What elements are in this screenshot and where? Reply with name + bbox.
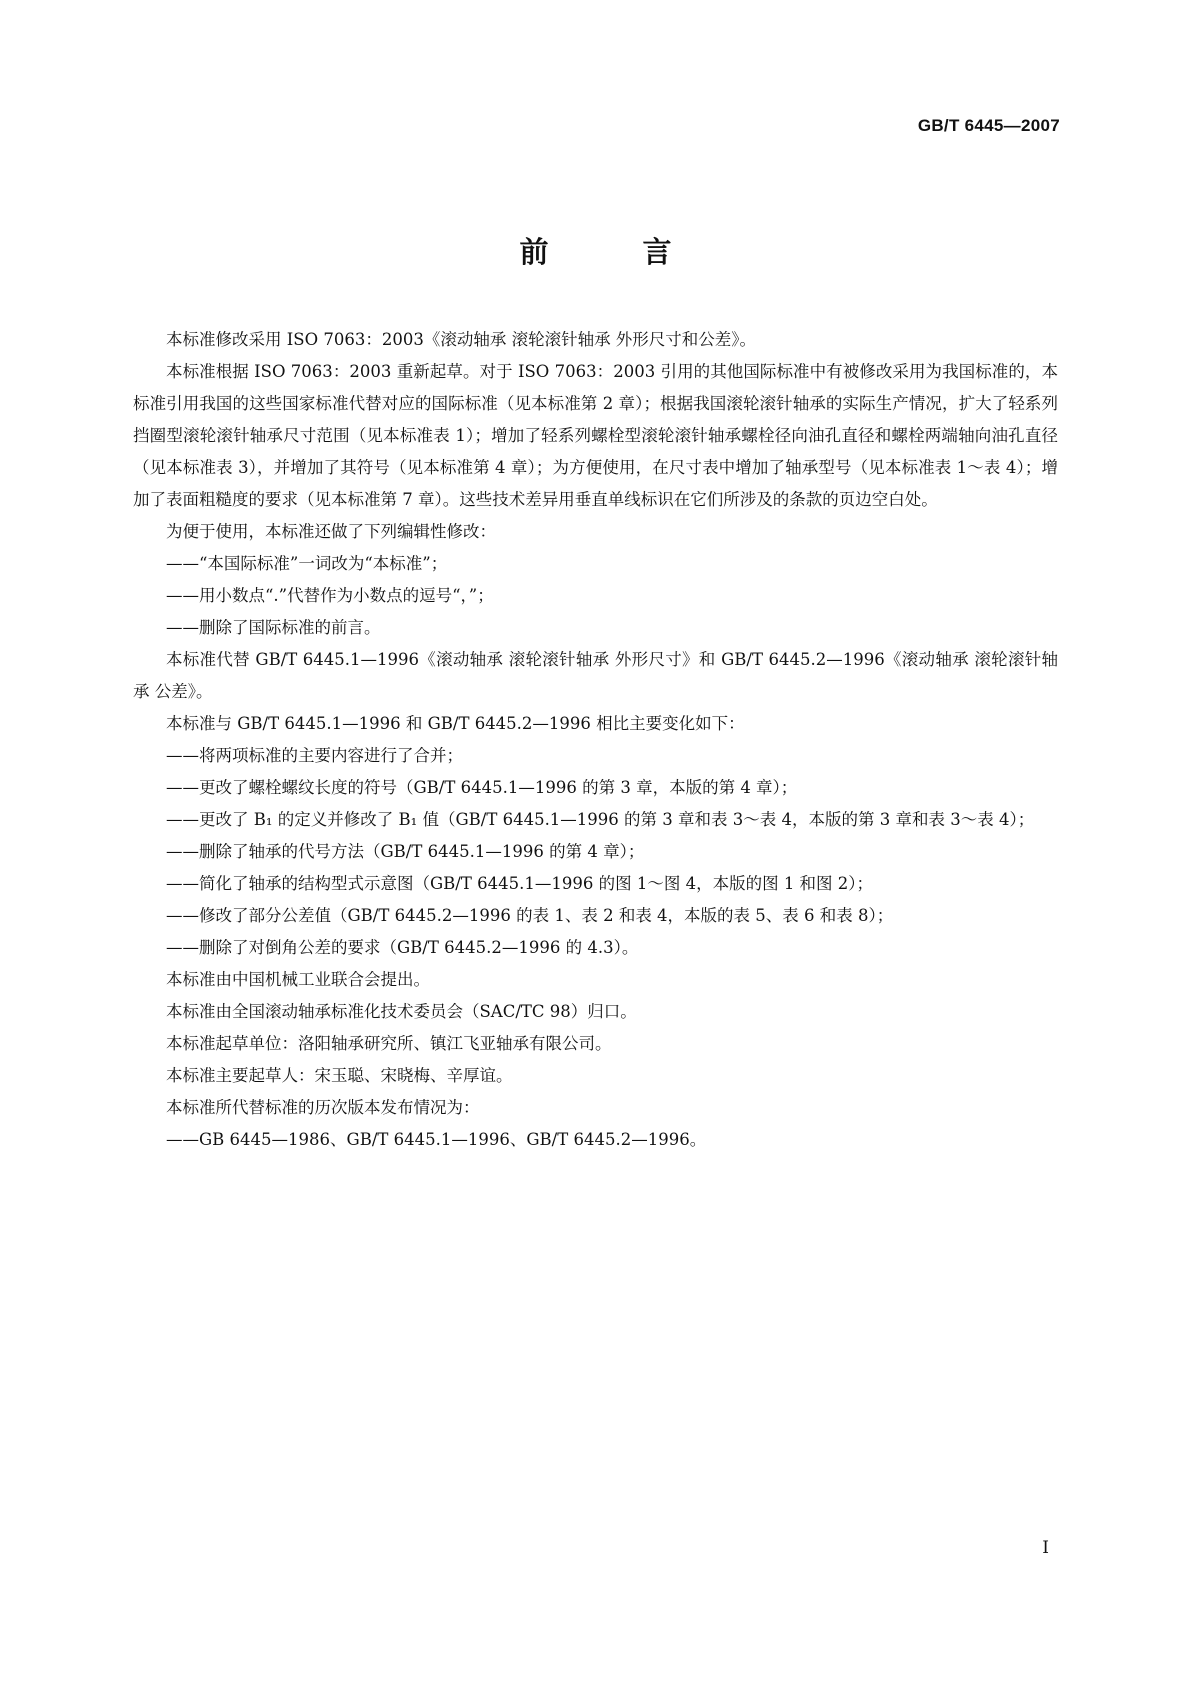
list-item: ——用小数点“.”代替作为小数点的逗号“，”； bbox=[166, 586, 494, 605]
paragraph-drafting-units: 本标准起草单位：洛阳轴承研究所、镇江飞亚轴承有限公司。 bbox=[166, 1034, 612, 1053]
list-item: ——简化了轴承的结构型式示意图（GB/T 6445.1—1996 的图 1～图 4，本版的图 1 和图 2）； bbox=[166, 874, 874, 893]
list-item: ——GB 6445—1986、GB/T 6445.1—1996、GB/T 6445.2—1996。 bbox=[166, 1130, 707, 1149]
paragraph-adoption: 本标准修改采用 ISO 7063：2003《滚动轴承 滚轮滚针轴承 外形尺寸和公差》。 bbox=[166, 330, 757, 349]
paragraph-proposer: 本标准由中国机械工业联合会提出。 bbox=[166, 970, 430, 989]
paragraph-history-intro: 本标准所代替标准的历次版本发布情况为： bbox=[166, 1098, 480, 1117]
paragraph-changes-intro: 本标准与 GB/T 6445.1—1996 和 GB/T 6445.2—1996 相比主要变化如下： bbox=[166, 714, 745, 733]
document-body bbox=[133, 324, 1058, 1156]
paragraph-committee: 本标准由全国滚动轴承标准化技术委员会（SAC/TC 98）归口。 bbox=[166, 1002, 637, 1021]
list-item: ——“本国际标准”一词改为“本标准”； bbox=[166, 554, 448, 573]
list-item: ——删除了轴承的代号方法（GB/T 6445.1—1996 的第 4 章）； bbox=[166, 842, 645, 861]
page-title: 前 言 bbox=[519, 235, 714, 269]
list-item: ——删除了对倒角公差的要求（GB/T 6445.2—1996 的 4.3）。 bbox=[166, 938, 639, 957]
list-item: ——将两项标准的主要内容进行了合并； bbox=[166, 746, 463, 765]
standard-code: GB/T 6445—2007 bbox=[917, 116, 1060, 135]
paragraph-replaces: 本标准代替 GB/T 6445.1—1996《滚动轴承 滚轮滚针轴承 外形尺寸》和 GB/T 6445.2—1996《滚动轴承 滚轮滚针轴承 公差》。 bbox=[133, 650, 1058, 701]
page-number: I bbox=[1042, 1538, 1049, 1558]
paragraph-drafters: 本标准主要起草人：宋玉聪、宋晓梅、辛厚谊。 bbox=[166, 1066, 513, 1085]
list-item: ——更改了 B₁ 的定义并修改了 B₁ 值（GB/T 6445.1—1996 的第 3 章和表 3～表 4，本版的第 3 章和表 3～表 4）； bbox=[166, 810, 1035, 829]
paragraph-drafting: 本标准根据 ISO 7063：2003 重新起草。对于 ISO 7063：2003 引用的其他国际标准中有被修改采用为我国标准的，本标准引用我国的这些国家标准代替对应的国际标准（见本标准第 2 章）；根据我国滚轮滚针轴承的实际生产情况，扩大了轻系列挡圈型滚轮滚针轴承尺寸范围（见本标准表 1）；增加了轻系列螺栓型滚轮滚针轴承螺栓径向油孔直径和螺栓两端轴向油孔直径（见本标准表 3），并增加了其符号（见本标准第 4 章）；为方便使用，在尺寸表中增加了轴承型号（见本标准表 1～表 4）；增加了表面粗糙度的要求（见本标准第 7 章）。这些技术差异用垂直单线标识在它们所涉及的条款的页边空白处。 bbox=[133, 362, 1058, 509]
list-item: ——更改了螺栓螺纹长度的符号（GB/T 6445.1—1996 的第 3 章，本版的第 4 章）； bbox=[166, 778, 798, 797]
list-item: ——修改了部分公差值（GB/T 6445.2—1996 的表 1、表 2 和表 4，本版的表 5、表 6 和表 8）； bbox=[166, 906, 894, 925]
paragraph-editorial-intro: 为便于使用，本标准还做了下列编辑性修改： bbox=[166, 522, 496, 541]
list-item: ——删除了国际标准的前言。 bbox=[166, 618, 381, 637]
